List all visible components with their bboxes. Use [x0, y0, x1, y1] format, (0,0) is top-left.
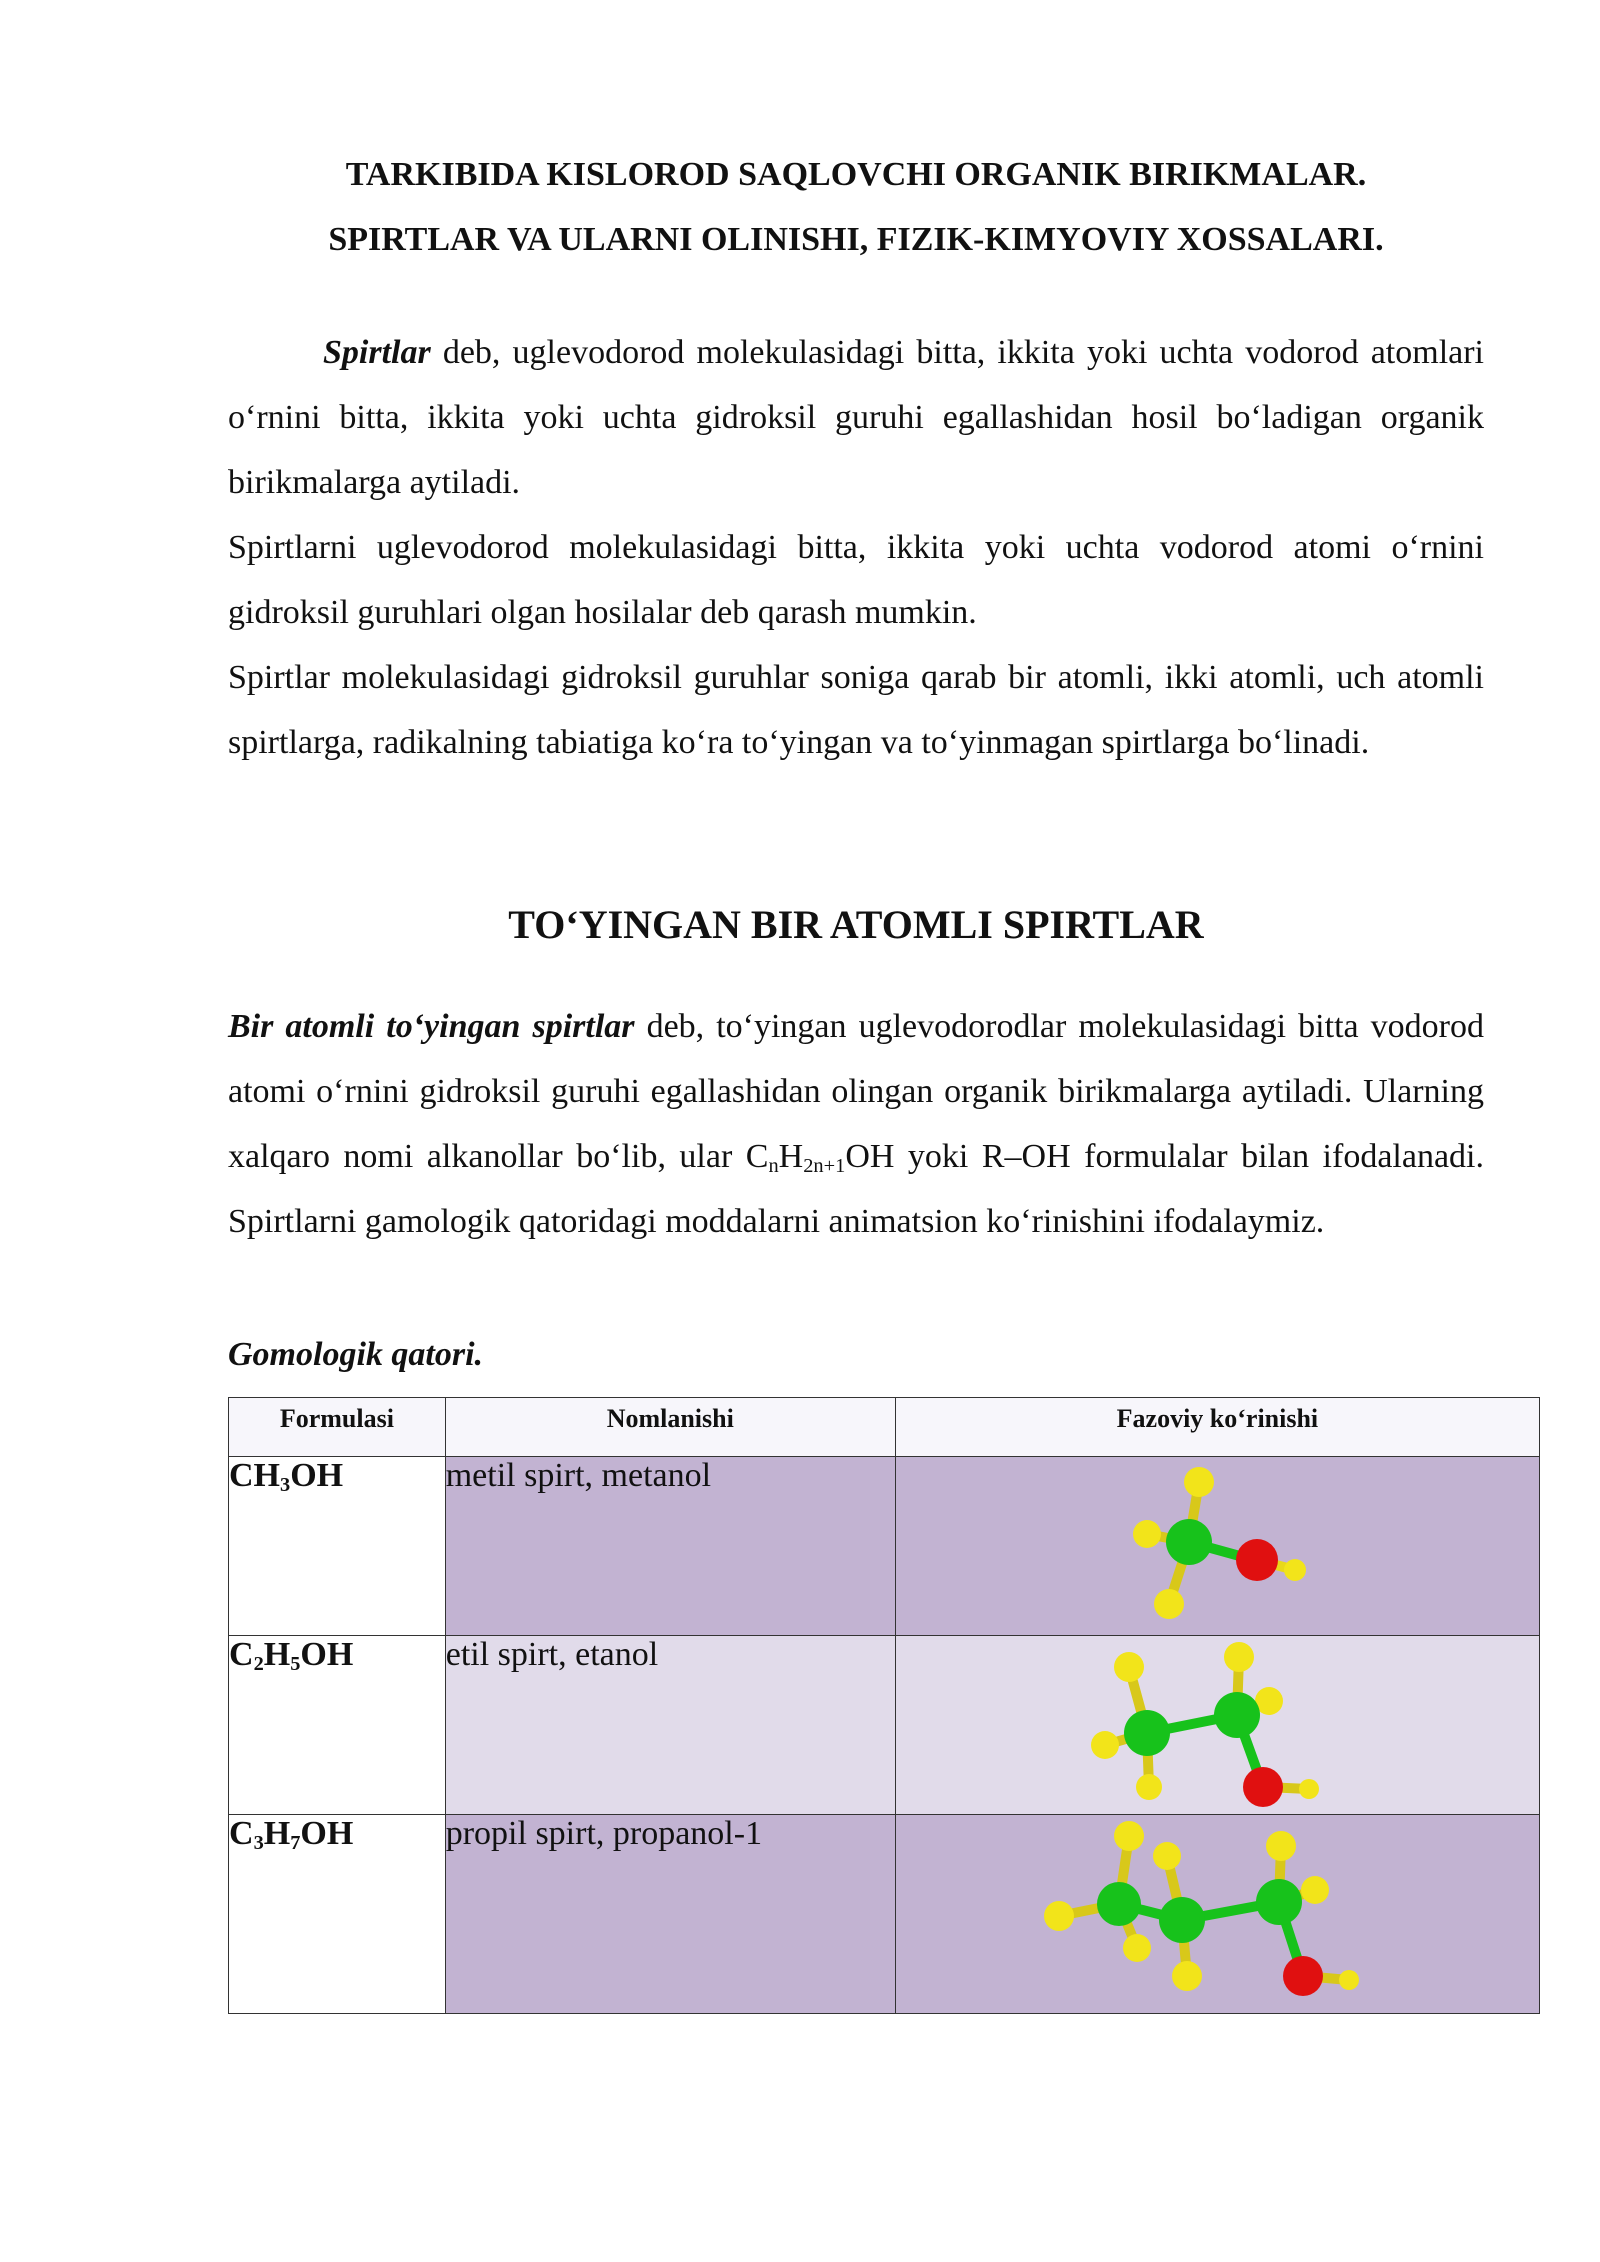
section-title: TO‘YINGAN BIR ATOMLI SPIRTLAR	[508, 902, 1204, 947]
definition-text: deb, uglevodorod molekulasidagi bitta, ikkita yoki uchta vodorod atomlari o‘rnini bitta, ikkita yoki uchta gidroksil guruhi egallashidan hosil bo‘ladigan organik birikmalarga aytiladi.	[228, 334, 1484, 501]
title-line-2: SPIRTLAR VA ULARNI OLINISHI, FIZIK-KIMYOVIY XOSSALARI.	[328, 221, 1384, 258]
title-line-1: TARKIBIDA KISLOROD SAQLOVCHI ORGANIK BIRIKMALAR.	[345, 156, 1367, 193]
saturated-text-b: yoki R–OH formulalar bilan ifodalanadi. Spirtlarni gamologik qatoridagi moddalarni animatsion ko‘rinishini ifodalaymiz.	[228, 1138, 1484, 1240]
table-row	[229, 1457, 1540, 1636]
saturated-text-a: deb, to‘yingan uglevodorodlar molekulasidagi bitta vodorod atomi o‘rnini gidroksil guruhi egallashidan olingan organik birikmalarga aytiladi. Ularning xalqaro nomi alkanollar bo‘lib, ular	[228, 1008, 1484, 1175]
header-model: Fazoviy ko‘rinishi	[895, 1398, 1539, 1457]
term-spirtlar: Spirtlar	[323, 334, 431, 371]
methanol-3d-model	[895, 1457, 1539, 1636]
paragraph-classification: Spirtlar molekulasidagi gidroksil guruhlar soniga qarab bir atomli, ikki atomli, uch atomli spirtlarga, radikalning tabiatiga ko‘ra to‘yingan va to‘yinmagan spirtlarga bo‘linadi.	[228, 659, 1484, 761]
table-row	[229, 1815, 1540, 2014]
propanol-3d-model	[895, 1815, 1539, 2014]
general-formula: $C_nH_{2n+1}OH$	[745, 1138, 895, 1178]
document-title	[228, 142, 1484, 272]
name-cell: etil spirt, etanol	[445, 1636, 895, 1815]
homologous-series-label: Gomologik qatori.	[228, 1336, 484, 1373]
paragraph-definition	[228, 320, 1484, 515]
term-saturated-alcohols: Bir atomli to‘yingan spirtlar	[228, 1008, 635, 1045]
formula-cell: $CH_3OH$	[229, 1457, 446, 1636]
header-formula: Formulasi	[229, 1398, 446, 1457]
homologous-series-table	[228, 1397, 1540, 2014]
paragraph-saturated	[228, 994, 1484, 1254]
ethanol-3d-model	[895, 1636, 1539, 1815]
formula-cell: $C_2H_5OH$	[229, 1636, 446, 1815]
name-cell: metil spirt, metanol	[445, 1457, 895, 1636]
name-cell: propil spirt, propanol-1	[445, 1815, 895, 2014]
paragraph-hydroxyl: Spirtlarni uglevodorod molekulasidagi bitta, ikkita yoki uchta vodorod atomi o‘rnini gidroksil guruhlari olgan hosilalar deb qarash mumkin.	[228, 529, 1484, 631]
header-name: Nomlanishi	[445, 1398, 895, 1457]
table-row	[229, 1636, 1540, 1815]
formula-cell: $C_3H_7OH$	[229, 1815, 446, 2014]
table-header-row	[229, 1398, 1540, 1457]
